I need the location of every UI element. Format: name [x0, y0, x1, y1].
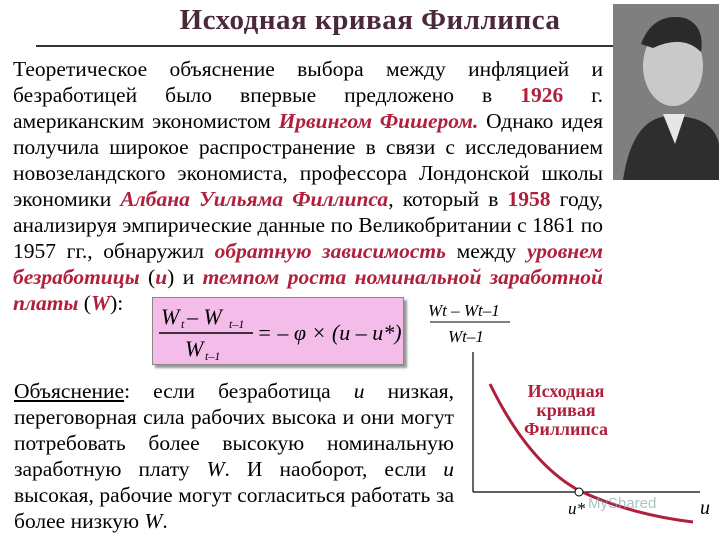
x-axis-label: u	[700, 497, 710, 519]
year-1926: 1926	[520, 83, 564, 107]
year-1958: 1958	[507, 187, 551, 211]
page-title: Исходная кривая Филлипса	[179, 4, 561, 36]
wage-growth-term: темпом роста номинальной заработной платы	[13, 265, 603, 315]
watermark: MyShared	[588, 495, 657, 512]
explanation-paragraph: Объяснение: если безработица u низкая, переговорная сила рабочих высока и они могут потребовать более высокую номинальную заработную плату W. И наоборот, если u высокая, рабочие могут согласиться работать за более низкую W.	[14, 379, 455, 533]
svg-text:t–1: t–1	[205, 349, 221, 363]
explanation-lead: Объяснение	[14, 379, 125, 403]
svg-text:t–1: t–1	[229, 317, 245, 331]
person-phillips: Албана Уильяма Филлипса	[120, 187, 389, 211]
portrait-photo	[613, 4, 719, 180]
inverse-relation: обратную зависимость	[214, 239, 446, 263]
y-axis-label-num: Wt – Wt–1	[428, 301, 500, 320]
svg-text:t: t	[181, 317, 185, 331]
formula-rhs: = – φ × (u – u*)	[257, 320, 402, 345]
formula-numerator-w: W	[161, 304, 180, 329]
natural-rate-point	[575, 488, 583, 496]
svg-text:– W: – W	[187, 304, 222, 329]
phillips-formula	[152, 297, 404, 365]
y-axis-label-den: Wt–1	[448, 327, 484, 346]
intro-paragraph: Теоретическое объяснение выбора между инфляцией и безработицей было впервые предложено в 1926 г. американским экономистом Ирвингом Фишером. Однако идея получила широкое распространение в связи с исследованием новозеландского экономиста, профессора Лондонской школы экономики Албана Уильяма Филлипса, который в 1958 году, анализируя эмпирические данные по Великобритании с 1861 по 1957 гг., обнаружил обратную зависимость между уровнем безработицы (u) и темпом роста номинальной заработной платы (W):	[13, 57, 604, 315]
curve-title: Исходная кривая Филлипса	[524, 381, 608, 439]
title-divider	[36, 45, 642, 47]
x-marker-label: u*	[568, 499, 585, 518]
unemployment-term: уровнем безработицы	[13, 239, 603, 289]
svg-text:W: W	[185, 336, 204, 361]
person-fisher: Ирвингом Фишером.	[278, 109, 479, 133]
